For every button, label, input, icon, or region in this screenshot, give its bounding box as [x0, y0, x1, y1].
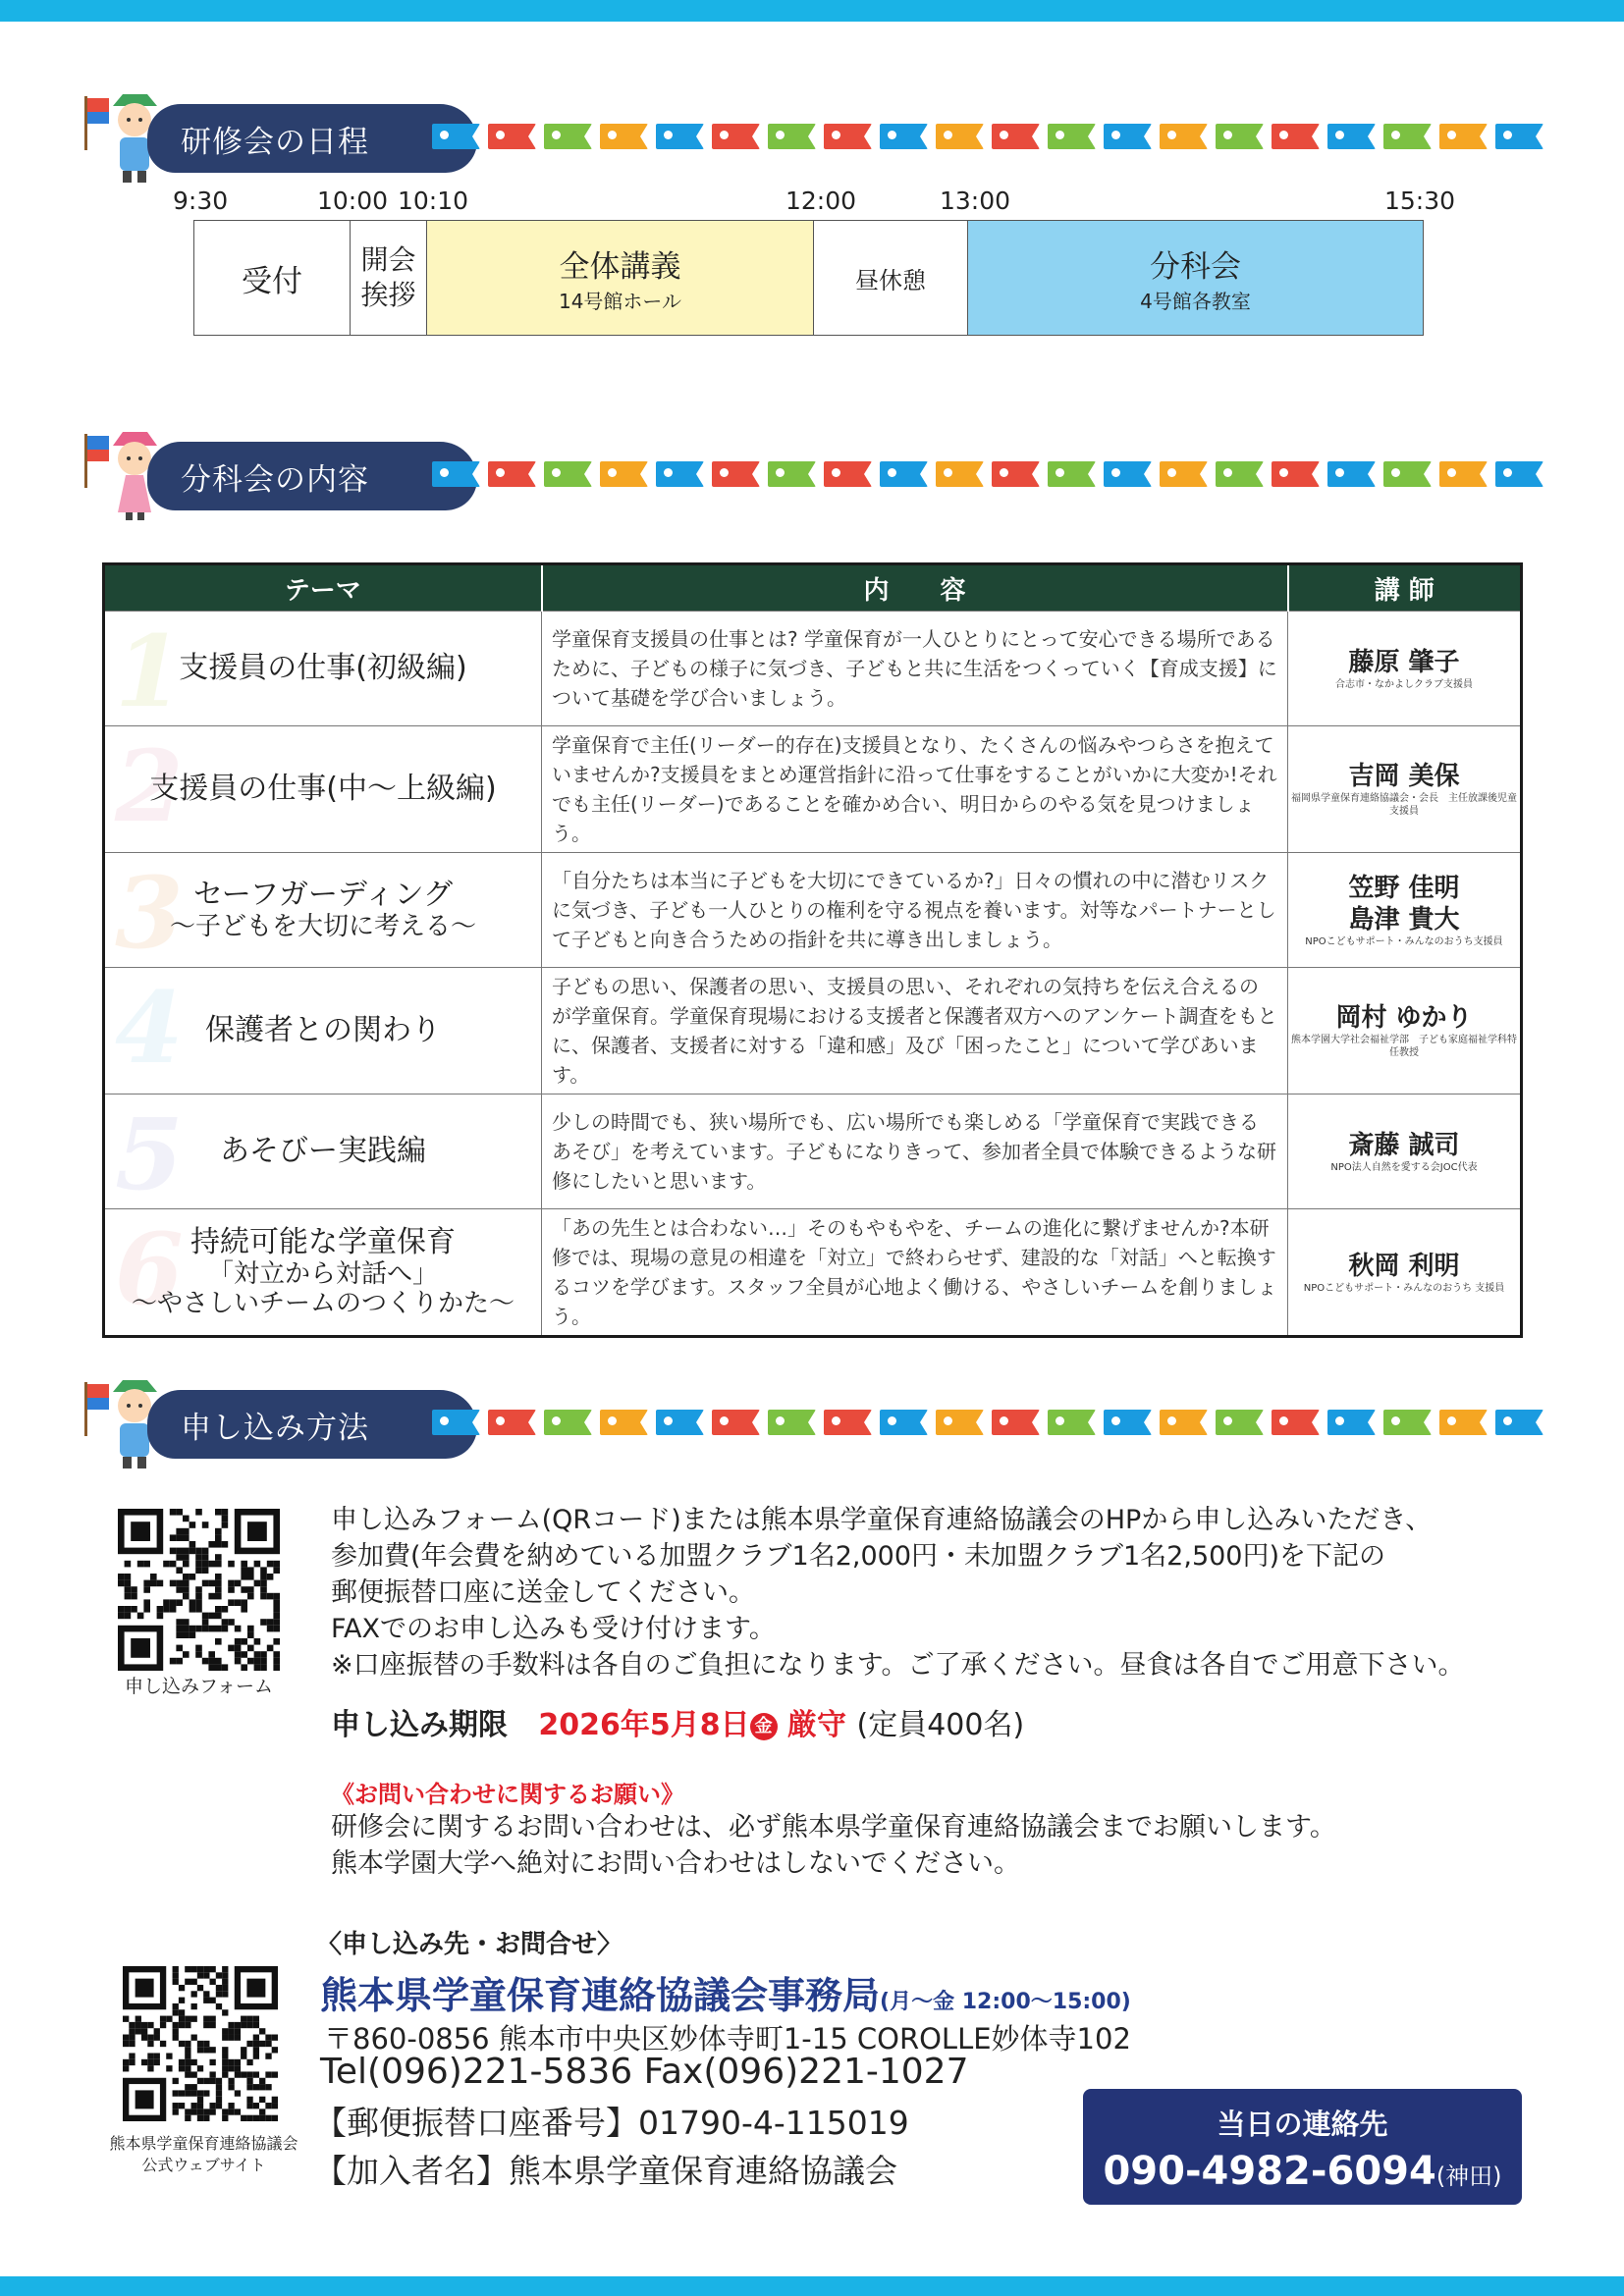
carp-flag-icon [1383, 1410, 1432, 1435]
carp-flag-icon [1048, 461, 1096, 487]
carp-flag-icon [1495, 124, 1543, 149]
lecturer-affiliation: 合志市・なかよしクラブ支援員 [1335, 678, 1473, 690]
lecturer-cell [1288, 726, 1522, 853]
theme-cell [104, 968, 542, 1095]
carp-flag-icon [1383, 124, 1432, 149]
carp-flag-icon [432, 461, 480, 487]
carp-flag-icon [1495, 1410, 1543, 1435]
carp-flag-icon [1104, 461, 1152, 487]
lecturer-affiliation: NPO法人自然を愛する会JOC代表 [1330, 1161, 1478, 1173]
carp-flag-icon [432, 124, 480, 149]
instruction-line: FAXでのお申し込みも受け付けます。 [331, 1614, 776, 1644]
session-number: 2 [115, 728, 184, 844]
application-instructions [331, 1502, 1464, 1683]
carp-streamer-decoration [432, 461, 1543, 491]
table-row [104, 1209, 1522, 1337]
deadline-strict: 厳守 [787, 1708, 847, 1742]
website-qr-code[interactable] [109, 1966, 298, 2174]
application-form-qr-code[interactable] [118, 1509, 280, 1697]
qr-code-icon [118, 1509, 280, 1671]
deadline-date: 2026年5月8日 [538, 1708, 750, 1742]
lecturer-name: 岡村 ゆかり [1335, 1003, 1473, 1033]
day-of-number: 090-4982-6094 [1103, 2149, 1436, 2194]
schedule-block-breakout [968, 221, 1423, 335]
carp-flag-icon [1216, 1410, 1264, 1435]
time-label: 10:10 [398, 187, 469, 215]
session-number: 6 [115, 1211, 184, 1327]
carp-flag-icon [992, 1410, 1040, 1435]
schedule-block-lunch [814, 221, 968, 335]
lecturer-name: 秋岡 利明 [1348, 1251, 1460, 1281]
day-of-person: (神田) [1435, 2163, 1502, 2190]
theme-subtitle: 「対立から対話へ」 〜やさしいチームのつくりかた〜 [131, 1259, 514, 1318]
time-label: 10:00 [317, 187, 389, 215]
content-cell: 学童保育で主任(リーダー的存在)支援員となり、たくさんの悩みやつらさを抱えていませんか?支援員をまとめ運営指針に沿って仕事をすることがいかに大変か!それでも主任(リーダー)であることを確かめ合い、明日からのやる気を見つけましょう。 [542, 726, 1288, 853]
lecturer-name: 斎藤 誠司 [1348, 1130, 1460, 1160]
carp-flag-icon [544, 461, 592, 487]
inquiry-notice-title: 《お問い合わせに関するお願い》 [331, 1781, 684, 1808]
session-number: 4 [115, 970, 184, 1086]
theme-title: あそびー実践編 [220, 1134, 426, 1168]
schedule-block-lecture [427, 221, 814, 335]
carp-flag-icon [1439, 1410, 1488, 1435]
inquiry-notice [331, 1809, 1336, 1882]
schedule-section-header [79, 86, 1551, 175]
capacity: (定員400名) [856, 1708, 1025, 1742]
phone-fax: Tel(096)221-5836 Fax(096)221-1027 [320, 2052, 969, 2092]
table-row [104, 853, 1522, 968]
lecturer-cell [1288, 1209, 1522, 1337]
carp-flag-icon [1160, 461, 1208, 487]
time-label: 12:00 [785, 187, 857, 215]
block-sublabel: 4号館各教室 [1140, 290, 1251, 313]
content-section-header [79, 424, 1551, 512]
lecturer-cell [1288, 853, 1522, 968]
day-of-contact-box [1083, 2089, 1522, 2205]
table-row [104, 968, 1522, 1095]
instruction-line: 郵便振替口座に送金してください。 [331, 1577, 755, 1608]
instruction-line: 申し込みフォーム(QRコード)または熊本県学童保育連絡協議会のHPから申し込みいただき、 [331, 1505, 1433, 1535]
day-of-title: 当日の連絡先 [1217, 2108, 1388, 2141]
lecturer-name: 笠野 佳明 島津 貴大 [1348, 873, 1460, 934]
carp-flag-icon [432, 1410, 480, 1435]
postal-account: 【郵便振替口座番号】01790-4-115019 [314, 2104, 909, 2142]
block-label: 昼休憩 [855, 266, 926, 294]
header-theme: テーマ [104, 564, 542, 612]
theme-cell [104, 1209, 542, 1337]
theme-title: セーフガーディング [193, 878, 453, 912]
carp-flag-icon [768, 124, 816, 149]
weekday-badge: 金 [750, 1713, 778, 1740]
content-cell: 「自分たちは本当に子どもを大切にできているか?」日々の慣れの中に潜むリスクに気づき、子ども一人ひとりの権利を守る視点を養います。対等なパートナーとして子どもと向き合うための指針を共に導き出しましょう。 [542, 853, 1288, 968]
application-deadline [331, 1700, 1024, 1743]
carp-flag-icon [1216, 124, 1264, 149]
block-label: 全体講義 [559, 249, 681, 285]
lecturer-cell [1288, 612, 1522, 726]
carp-flag-icon [768, 461, 816, 487]
content-cell: 「あの先生とは合わない…」そのもやもやを、チームの進化に繋げませんか?本研修では、現場の意見の相違を「対立」で終わらせず、建設的な「対話」へと転換するコツを学びます。スタッフ全員が心地よく働ける、やさしいチームを創りましょう。 [542, 1209, 1288, 1337]
carp-flag-icon [1327, 1410, 1376, 1435]
carp-flag-icon [1048, 1410, 1096, 1435]
header-lecturer: 講 師 [1288, 564, 1522, 612]
content-cell: 少しの時間でも、狭い場所でも、広い場所でも楽しめる「学童保育で実践できるあそび」を考えています。子どもになりきって、参加者全員で体験できるような研修にしたいと思います。 [542, 1095, 1288, 1209]
table-row [104, 612, 1522, 726]
deadline-label: 申し込み期限 [331, 1708, 508, 1742]
carp-flag-icon [544, 124, 592, 149]
lecturer-affiliation: 熊本学園大学社会福祉学部 子ども家庭福祉学科特任教授 [1291, 1035, 1517, 1058]
qr-code-icon [123, 1966, 278, 2121]
time-label: 15:30 [1384, 187, 1456, 215]
carp-flag-icon [488, 124, 536, 149]
theme-cell [104, 726, 542, 853]
content-cell: 学童保育支援員の仕事とは? 学童保育が一人ひとりにとって安心できる場所であるために、子どもの様子に気づき、子どもと共に生活をつくっていく【育成支援】について基礎を学び合いましょう。 [542, 612, 1288, 726]
block-label: 受付 [242, 263, 302, 299]
carp-flag-icon [1439, 461, 1488, 487]
section-title-apply: 申し込み方法 [147, 1390, 477, 1459]
account-holder: 【加入者名】熊本県学童保育連絡協議会 [314, 2152, 897, 2190]
carp-flag-icon [600, 461, 648, 487]
lecturer-cell [1288, 968, 1522, 1095]
session-number: 3 [115, 855, 184, 971]
instruction-line: ※口座振替の手数料は各自のご負担になります。ご了承ください。昼食は各自でご用意下さい。 [331, 1650, 1465, 1681]
carp-flag-icon [1048, 124, 1096, 149]
carp-flag-icon [1272, 124, 1320, 149]
carp-flag-icon [936, 461, 984, 487]
time-label: 9:30 [173, 187, 229, 215]
org-name: 熊本県学童保育連絡協議会事務局 [320, 1974, 881, 2017]
carp-flag-icon [712, 1410, 760, 1435]
carp-streamer-decoration [432, 124, 1543, 153]
table-row [104, 726, 1522, 853]
carp-flag-icon [1327, 461, 1376, 487]
carp-flag-icon [1216, 461, 1264, 487]
carp-flag-icon [824, 461, 872, 487]
carp-flag-icon [1272, 461, 1320, 487]
section-title-schedule: 研修会の日程 [147, 104, 477, 173]
carp-flag-icon [1160, 124, 1208, 149]
day-of-phone [1083, 2149, 1522, 2194]
theme-title: 支援員の仕事(初級編) [179, 651, 467, 685]
inquiry-line: 研修会に関するお問い合わせは、必ず熊本県学童保育連絡協議会までお願いします。 [331, 1812, 1336, 1842]
block-label: 開会 挨拶 [360, 243, 416, 311]
carp-flag-icon [992, 461, 1040, 487]
table-header-row [104, 564, 1522, 612]
session-number: 5 [115, 1096, 184, 1212]
carp-flag-icon [600, 1410, 648, 1435]
carp-flag-icon [1160, 1410, 1208, 1435]
carp-flag-icon [1439, 124, 1488, 149]
carp-flag-icon [1272, 1410, 1320, 1435]
organization-name [320, 1965, 1131, 2019]
carp-flag-icon [880, 461, 928, 487]
carp-flag-icon [656, 1410, 704, 1435]
bottom-color-bar [0, 2276, 1624, 2296]
session-number: 1 [115, 614, 184, 729]
schedule-timeline [193, 220, 1424, 336]
block-sublabel: 14号館ホール [558, 290, 682, 313]
schedule-block-reception [194, 221, 351, 335]
lecturer-affiliation: NPOこどもサポート・みんなのおうち支援員 [1305, 935, 1503, 947]
content-cell: 子どもの思い、保護者の思い、支援員の思い、それぞれの気持ちを伝え合えるのが学童保育。学童保育現場における支援者と保護者双方へのアンケート調査をもとに、保護者、支援者に対する「違和感」及び「困ったこと」について学びあいます。 [542, 968, 1288, 1095]
address: 〒860-0856 熊本市中央区妙体寺町1-15 COROLLE妙体寺102 [324, 2022, 1131, 2056]
time-label: 13:00 [940, 187, 1011, 215]
carp-flag-icon [1104, 124, 1152, 149]
carp-flag-icon [1383, 461, 1432, 487]
carp-flag-icon [712, 124, 760, 149]
qr-caption: 熊本県学童保育連絡協議会 公式ウェブサイト [109, 2134, 298, 2174]
table-row [104, 1095, 1522, 1209]
carp-flag-icon [488, 1410, 536, 1435]
top-color-bar [0, 0, 1624, 22]
carp-flag-icon [712, 461, 760, 487]
office-hours: (月〜金 12:00〜15:00) [880, 1990, 1131, 2014]
carp-flag-icon [936, 1410, 984, 1435]
carp-flag-icon [824, 124, 872, 149]
lecturer-affiliation: 福岡県学童保育連絡協議会・会長 主任放課後児童支援員 [1291, 793, 1517, 817]
schedule-block-opening [351, 221, 427, 335]
apply-section-header [79, 1372, 1551, 1461]
lecturer-affiliation: NPOこどもサポート・みんなのおうち 支援員 [1303, 1282, 1505, 1294]
lecturer-name: 藤原 肇子 [1348, 647, 1460, 677]
carp-flag-icon [600, 124, 648, 149]
carp-flag-icon [1104, 1410, 1152, 1435]
qr-caption: 申し込みフォーム [124, 1676, 274, 1697]
inquiry-line: 熊本学園大学へ絶対にお問い合わせはしないでください。 [331, 1848, 1020, 1879]
lecturer-cell [1288, 1095, 1522, 1209]
carp-flag-icon [544, 1410, 592, 1435]
carp-flag-icon [656, 461, 704, 487]
carp-flag-icon [656, 124, 704, 149]
carp-flag-icon [936, 124, 984, 149]
theme-title: 支援員の仕事(中〜上級編) [149, 772, 497, 806]
contact-heading: 〈申し込み先・お問合せ〉 [316, 1930, 623, 1959]
carp-flag-icon [880, 124, 928, 149]
block-label: 分科会 [1150, 249, 1241, 285]
carp-flag-icon [992, 124, 1040, 149]
carp-flag-icon [880, 1410, 928, 1435]
theme-cell [104, 1095, 542, 1212]
theme-cell [104, 853, 542, 971]
carp-flag-icon [488, 461, 536, 487]
carp-flag-icon [1327, 124, 1376, 149]
carp-flag-icon [824, 1410, 872, 1435]
instruction-line: 参加費(年会費を納めている加盟クラブ1名2,000円・未加盟クラブ1名2,500円)を下記の [331, 1541, 1386, 1572]
theme-title: 保護者との関わり [205, 1013, 441, 1047]
carp-flag-icon [1495, 461, 1543, 487]
lecturer-name: 吉岡 美保 [1348, 762, 1460, 791]
theme-cell [104, 612, 542, 729]
carp-flag-icon [768, 1410, 816, 1435]
section-title-content: 分科会の内容 [147, 442, 477, 510]
breakout-session-table [102, 562, 1523, 1338]
theme-title: 持続可能な学童保育 [190, 1225, 456, 1259]
theme-subtitle: 〜子どもを大切に考える〜 [169, 912, 476, 941]
carp-streamer-decoration [432, 1410, 1543, 1439]
header-content: 内 容 [542, 564, 1288, 612]
